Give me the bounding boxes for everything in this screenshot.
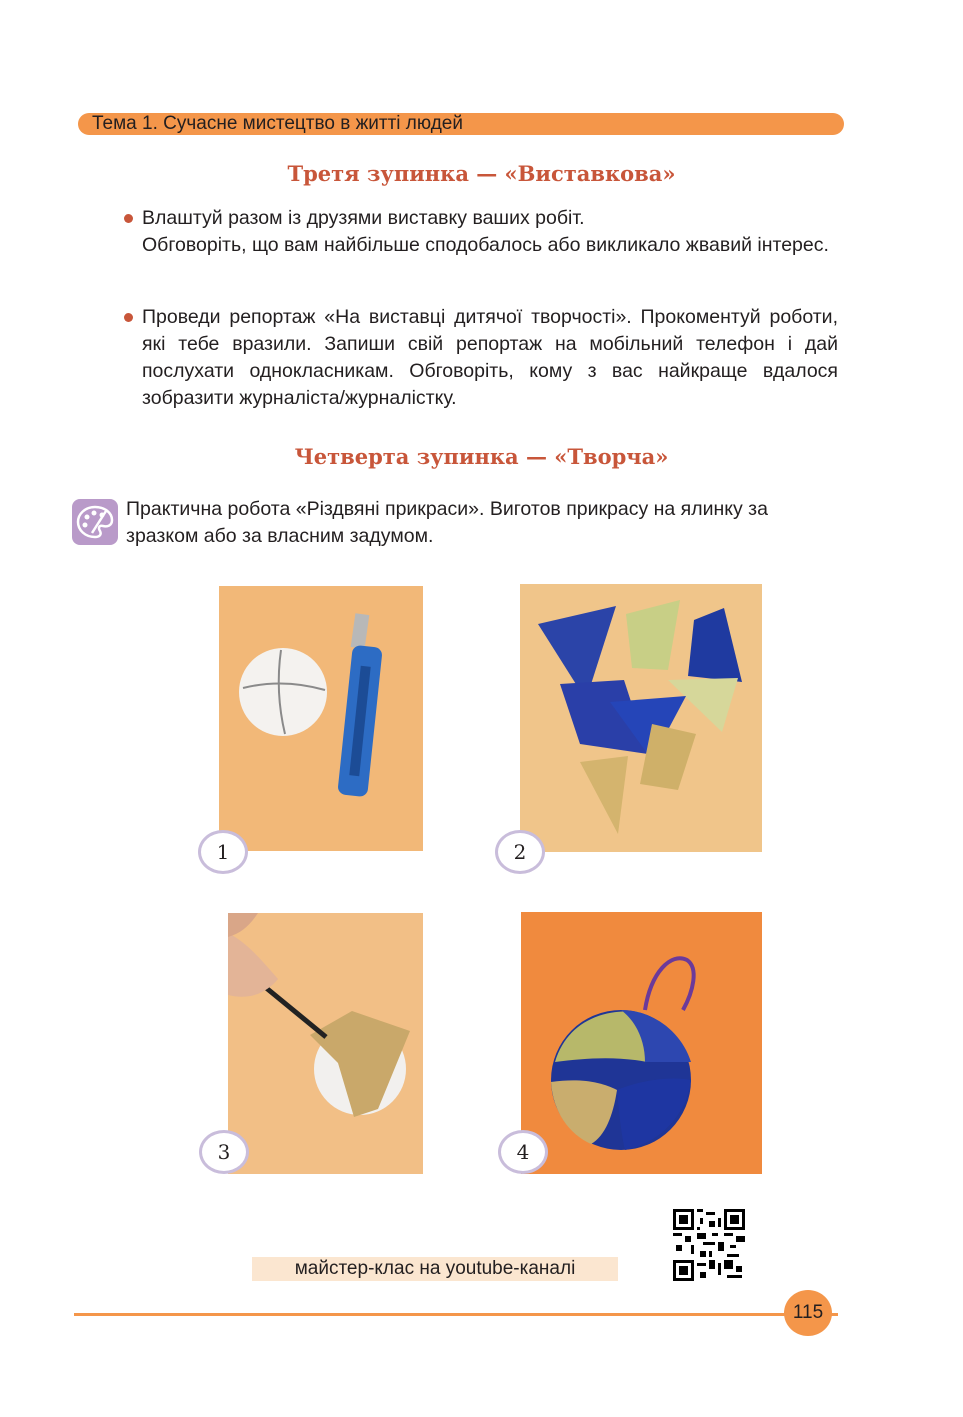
bullet1-cont-text: Обговоріть, що вам найбільше сподобалось або викликало жвавий інтерес.: [142, 234, 829, 256]
bullet-marker: [124, 313, 133, 322]
section3-title: Третя зупинка — «Виставкова»: [287, 161, 676, 186]
step4-number: 4: [516, 1140, 530, 1164]
topic-title: Тема 1. Сучасне мистецтво в житті людей: [92, 113, 463, 134]
bullet1-text: Влаштуй разом із друзями виставку ваших робіт.: [142, 207, 585, 229]
footer-line: [74, 1313, 838, 1316]
palette-icon: [72, 499, 118, 545]
step4-badge: [494, 1128, 552, 1176]
youtube-label-text: майстер-клас на youtube-каналі: [294, 1258, 576, 1279]
step3-badge: [195, 1128, 253, 1176]
youtube-label[interactable]: [252, 1257, 618, 1281]
page-number-badge: [784, 1290, 832, 1336]
section3-bullet1: [142, 205, 838, 259]
step2-number: 2: [513, 840, 527, 864]
page-number: 115: [792, 1302, 824, 1323]
step1-badge: [194, 828, 252, 876]
step4-photo: [521, 912, 762, 1174]
step3-photo: [228, 913, 423, 1174]
step1-number: 1: [216, 840, 230, 864]
step2-photo: [520, 584, 762, 852]
step3-number: 3: [217, 1140, 231, 1164]
step2-badge: [491, 828, 549, 876]
section4-title: Четверта зупинка — «Творча»: [294, 444, 669, 469]
bullet-marker: [124, 214, 133, 223]
step1-photo: [219, 586, 423, 851]
practical-work-text: Практична робота «Різдвяні прикраси». Виготов прикрасу на ялинку за зразком або за власним задумом.: [126, 498, 768, 547]
topic-bar: [78, 113, 844, 135]
qr-code-icon[interactable]: [673, 1209, 745, 1281]
section3-bullet2: Проведи репортаж «На виставці дитячої творчості». Прокоментуй роботи, які тебе вразили. Запиши свій репортаж на мобільний телефон і дай послухати однокласникам. Обговоріть, кому з вас найкраще вдалося зобразити журналіста/журналістку.: [142, 306, 838, 409]
